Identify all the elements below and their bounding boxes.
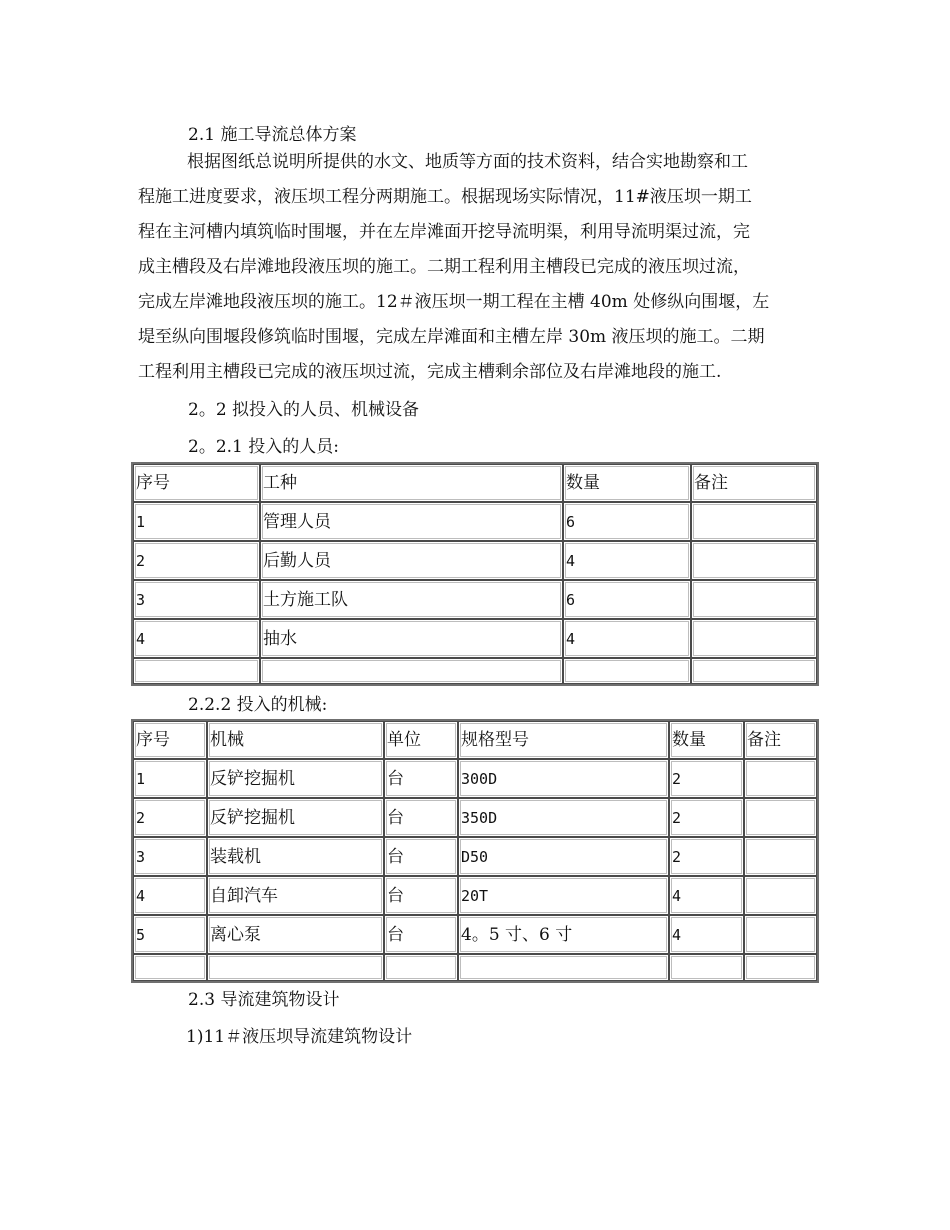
table-cell xyxy=(563,658,691,684)
table-cell: 5 xyxy=(133,915,207,954)
table-row xyxy=(133,502,817,541)
table-cell: 2 xyxy=(669,798,744,837)
table-cell xyxy=(207,954,384,981)
table-cell xyxy=(384,954,458,981)
paragraph-line: 根据图纸总说明所提供的水文、地质等方面的技术资料，结合实地勘察和工 xyxy=(187,152,748,172)
table-cell: 2 xyxy=(133,541,260,580)
table-cell: 台 xyxy=(384,837,458,876)
section-heading-2-1: 2.1 施工导流总体方案 xyxy=(188,125,357,145)
table-cell: 1 xyxy=(133,759,207,798)
table-cell: 1 xyxy=(133,502,260,541)
table-cell: 300D xyxy=(458,759,669,798)
table-row xyxy=(133,541,817,580)
table-cell: 土方施工队 xyxy=(260,580,563,619)
table-header-cell: 机械 xyxy=(207,721,384,759)
table-header-cell: 备注 xyxy=(691,464,817,502)
table-cell xyxy=(744,798,817,837)
table-header-row xyxy=(133,721,817,759)
table-cell: 反铲挖掘机 xyxy=(207,798,384,837)
table-cell: 装载机 xyxy=(207,837,384,876)
table-cell: 2 xyxy=(669,759,744,798)
table-header-cell: 备注 xyxy=(744,721,817,759)
table-cell: 4 xyxy=(669,915,744,954)
table-header-row xyxy=(133,464,817,502)
table-row xyxy=(133,580,817,619)
table-cell: 台 xyxy=(384,759,458,798)
table-cell: 反铲挖掘机 xyxy=(207,759,384,798)
table-row xyxy=(133,658,817,684)
table-cell xyxy=(744,954,817,981)
paragraph-line: 程在主河槽内填筑临时围堰，并在左岸滩面开挖导流明渠，利用导流明渠过流，完 xyxy=(138,222,750,242)
table-cell: 台 xyxy=(384,876,458,915)
table-cell xyxy=(744,759,817,798)
table-header-cell: 工种 xyxy=(260,464,563,502)
section-heading-2-2-2: 2.2.2 投入的机械: xyxy=(188,695,328,715)
table-cell: 4。5 寸、6 寸 xyxy=(458,915,669,954)
paragraph-line: 工程利用主槽段已完成的液压坝过流，完成主槽剩余部位及右岸滩地段的施工. xyxy=(138,362,722,382)
table-header-cell: 序号 xyxy=(133,464,260,502)
table-cell xyxy=(691,658,817,684)
table-cell xyxy=(744,876,817,915)
table-row xyxy=(133,837,817,876)
table-cell xyxy=(458,954,669,981)
machinery-table xyxy=(131,719,819,983)
table-row xyxy=(133,954,817,981)
personnel-table xyxy=(131,462,819,686)
paragraph-line: 堤至纵向围堰段修筑临时围堰，完成左岸滩面和主槽左岸 30m 液压坝的施工。二期 xyxy=(138,327,765,347)
table-header-cell: 单位 xyxy=(384,721,458,759)
table-cell: 离心泵 xyxy=(207,915,384,954)
paragraph-line: 成主槽段及右岸滩地段液压坝的施工。二期工程利用主槽段已完成的液压坝过流， xyxy=(138,257,750,277)
subsection-heading-2-3-1: 1)11＃液压坝导流建筑物设计 xyxy=(186,1027,413,1047)
table-header-cell: 数量 xyxy=(563,464,691,502)
table-cell: D50 xyxy=(458,837,669,876)
table-cell: 2 xyxy=(669,837,744,876)
table-row xyxy=(133,876,817,915)
section-heading-2-3: 2.3 导流建筑物设计 xyxy=(188,990,340,1010)
table-header-cell: 数量 xyxy=(669,721,744,759)
table-cell xyxy=(691,580,817,619)
table-cell: 3 xyxy=(133,580,260,619)
table-header-cell: 规格型号 xyxy=(458,721,669,759)
table-cell: 管理人员 xyxy=(260,502,563,541)
table-row xyxy=(133,915,817,954)
table-cell: 后勤人员 xyxy=(260,541,563,580)
table-cell: 6 xyxy=(563,502,691,541)
table-header-cell: 序号 xyxy=(133,721,207,759)
table-row xyxy=(133,798,817,837)
table-cell xyxy=(260,658,563,684)
table-cell xyxy=(691,502,817,541)
table-cell: 4 xyxy=(133,876,207,915)
table-cell: 350D xyxy=(458,798,669,837)
table-row xyxy=(133,619,817,658)
table-cell xyxy=(744,837,817,876)
table-row xyxy=(133,759,817,798)
table-cell xyxy=(744,915,817,954)
paragraph-line: 完成左岸滩地段液压坝的施工。12＃液压坝一期工程在主槽 40m 处修纵向围堰，左 xyxy=(138,292,770,312)
section-heading-2-2: 2。2 拟投入的人员、机械设备 xyxy=(188,400,420,420)
table-cell xyxy=(691,541,817,580)
table-cell: 台 xyxy=(384,915,458,954)
table-cell: 台 xyxy=(384,798,458,837)
table-cell: 6 xyxy=(563,580,691,619)
table-cell: 20T xyxy=(458,876,669,915)
table-cell xyxy=(133,658,260,684)
table-cell: 自卸汽车 xyxy=(207,876,384,915)
table-cell: 4 xyxy=(563,619,691,658)
table-cell xyxy=(133,954,207,981)
table-cell xyxy=(691,619,817,658)
table-cell: 4 xyxy=(133,619,260,658)
table-cell: 4 xyxy=(563,541,691,580)
table-cell: 3 xyxy=(133,837,207,876)
table-cell xyxy=(669,954,744,981)
table-cell: 抽水 xyxy=(260,619,563,658)
table-cell: 4 xyxy=(669,876,744,915)
table-cell: 2 xyxy=(133,798,207,837)
section-heading-2-2-1: 2。2.1 投入的人员: xyxy=(188,437,339,457)
paragraph-line: 程施工进度要求，液压坝工程分两期施工。根据现场实际情况，11#液压坝一期工 xyxy=(138,187,752,207)
